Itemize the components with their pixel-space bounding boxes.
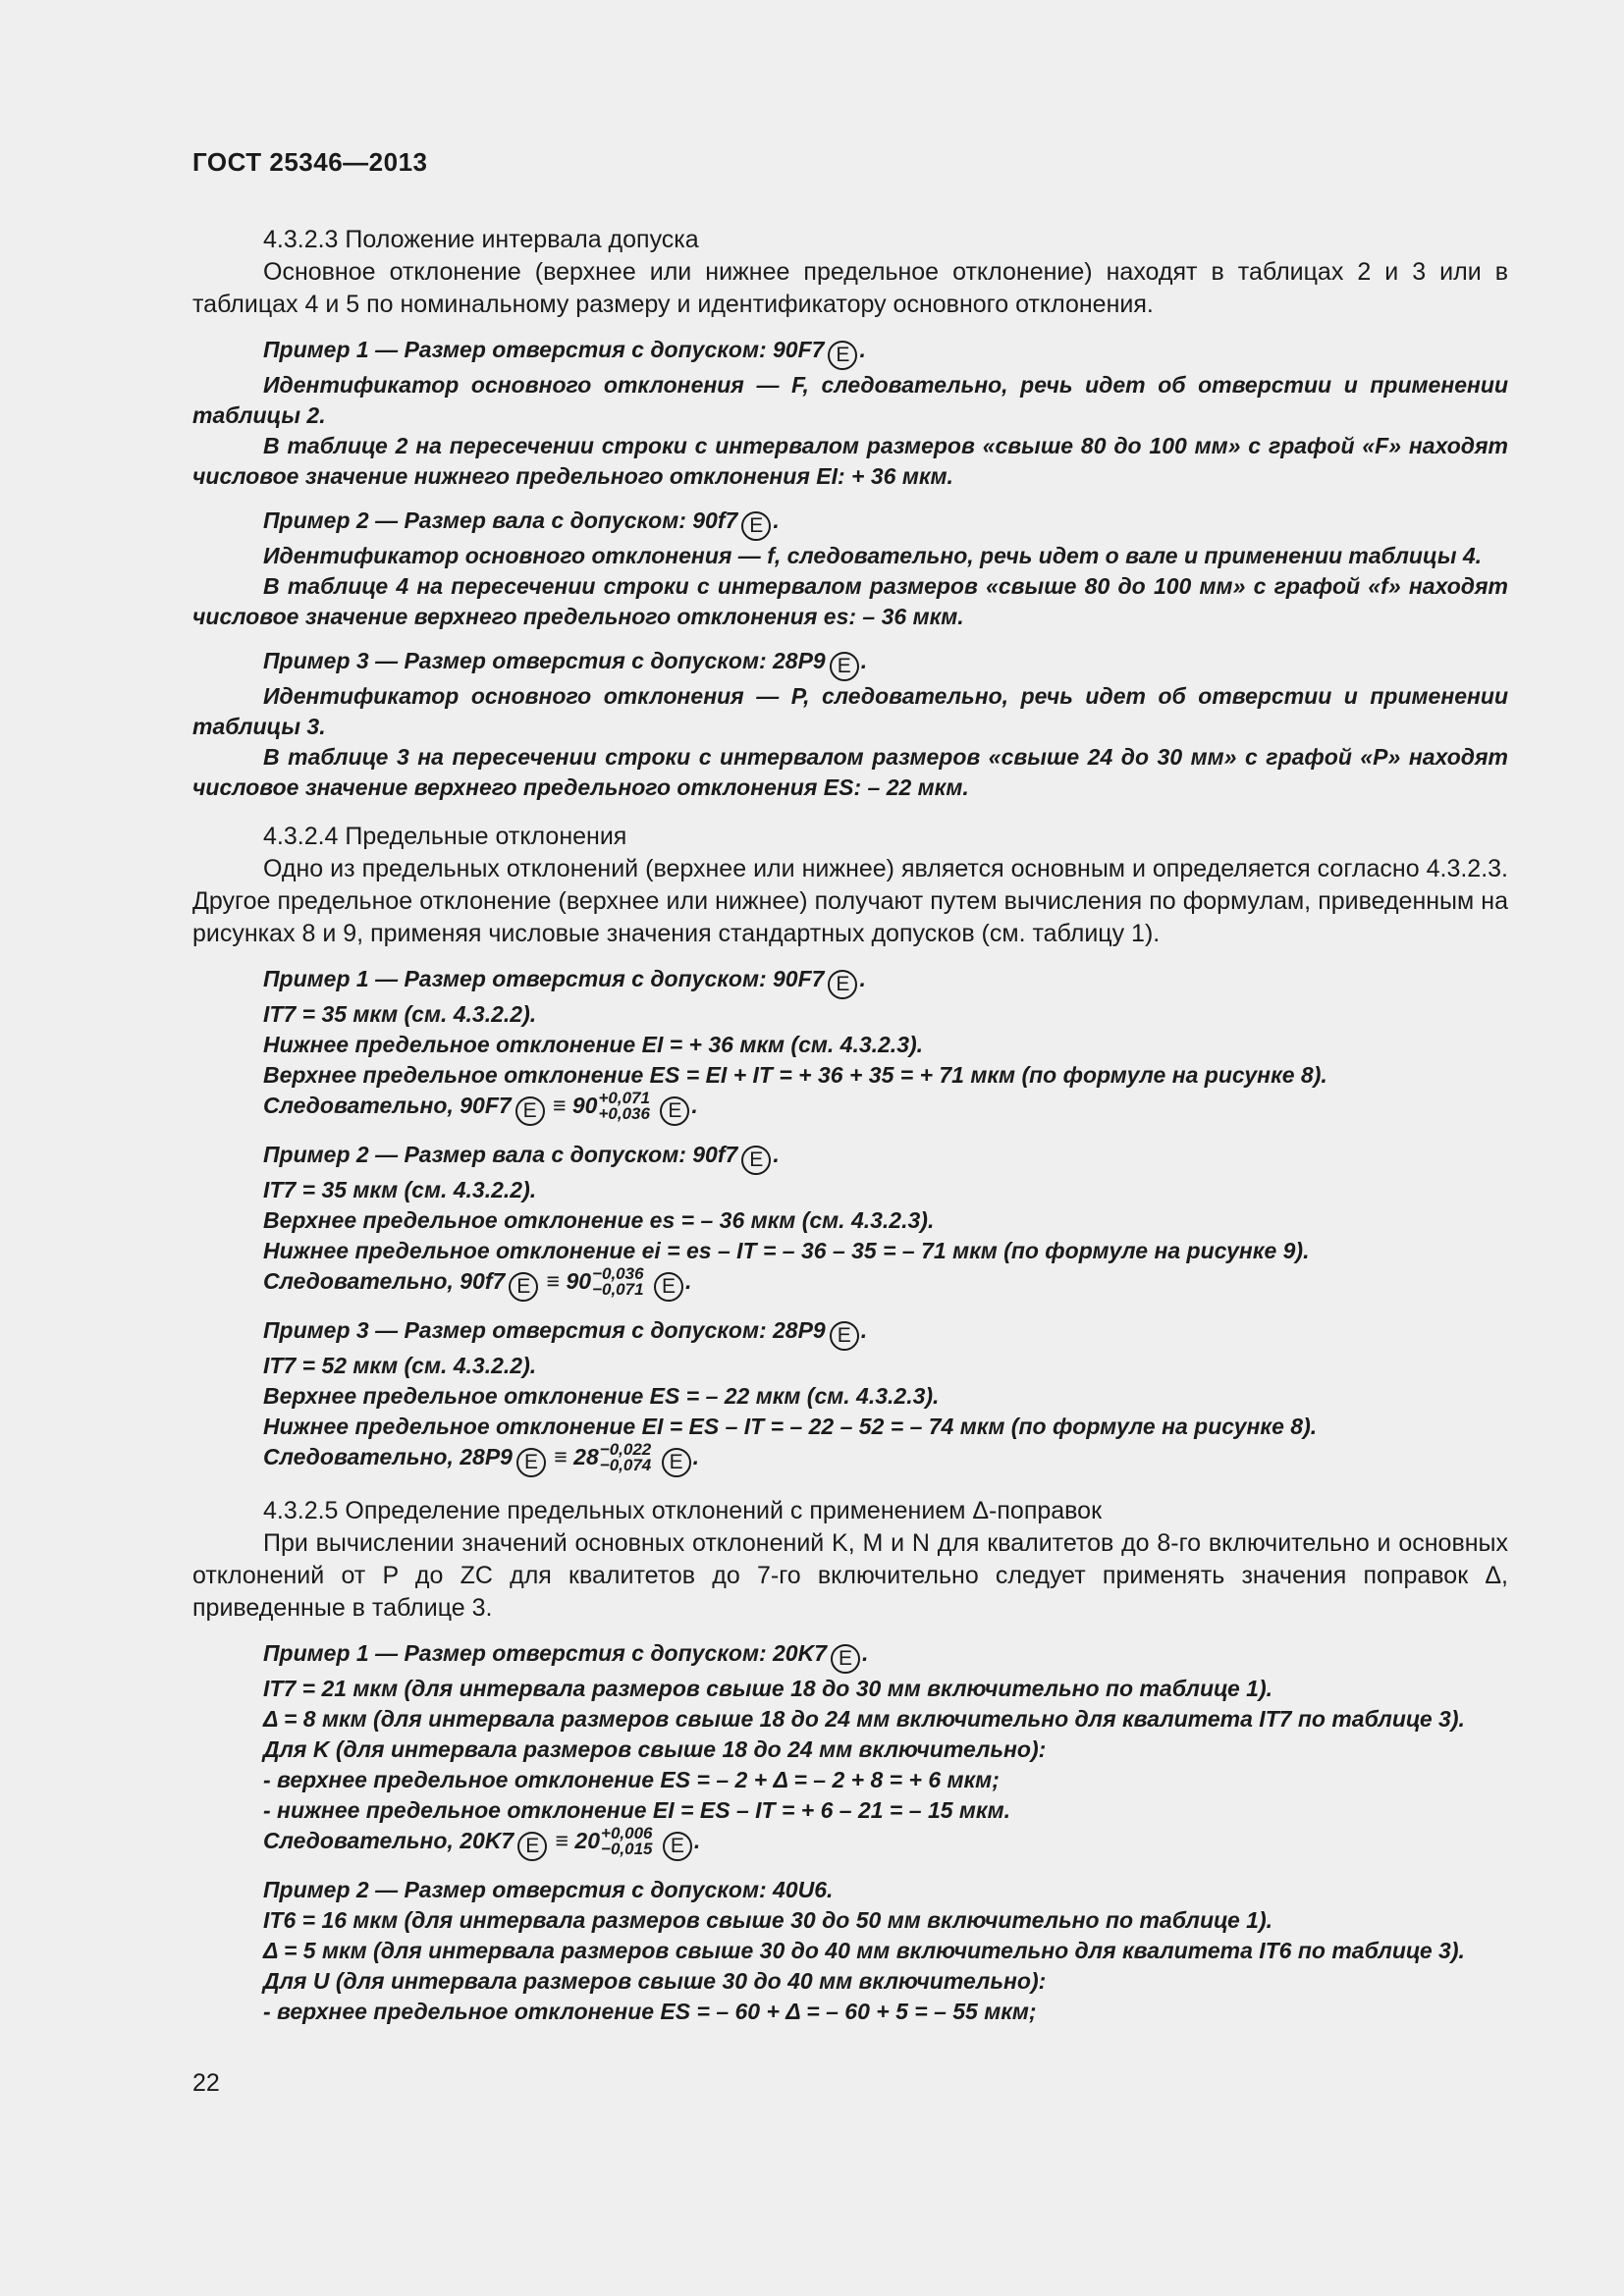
document-header: ГОСТ 25346—2013 [192,147,428,177]
example-block [192,964,1508,1126]
envelope-requirement-icon: E [828,970,857,999]
example-line: Δ = 5 мкм (для интервала размеров свыше 30 до 40 мм включительно для квалитета IT6 по таблице 3). [263,1938,1465,1964]
envelope-requirement-icon: E [509,1272,538,1302]
example-line: В таблице 2 на пересечении строки с интервалом размеров «свыше 80 до 100 мм» с графой «F» находят числовое значение нижнего предельного отклонения EI: + 36 мкм. [192,433,1508,489]
envelope-requirement-icon: E [663,1832,692,1861]
example-block [192,335,1508,492]
example-title: Пример 1 — Размер отверстия с допуском: 90F7 E . [192,964,1508,999]
section-heading-4-3-2-5: 4.3.2.5 Определение предельных отклонений с применением Δ-поправок [263,1497,1103,1525]
example-line: Δ = 8 мкм (для интервала размеров свыше 18 до 24 мм включительно для квалитета IT7 по таблице 3). [263,1706,1465,1733]
example-line: В таблице 4 на пересечении строки с интервалом размеров «свыше 80 до 100 мм» с графой «f» находят числовое значение верхнего предельного отклонения es: – 36 мкм. [192,573,1508,629]
tolerance-deviations: +0,006 −0,015 [601,1824,653,1859]
example-block [192,1638,1508,1861]
example-line: IT7 = 35 мкм (см. 4.3.2.2). [263,1177,537,1203]
example-title: Пример 2 — Размер вала с допуском: 90f7 E . [192,506,1508,541]
example-block [192,1140,1508,1302]
example-title: Пример 3 — Размер отверстия с допуском: 28P9 E . [192,646,1508,681]
tolerance-deviations: +0,071 +0,036 [598,1089,650,1123]
tolerance-deviations: −0,036 −0,071 [592,1264,644,1300]
example-line: Верхнее предельное отклонение ES = EI + IT = + 36 + 35 = + 71 мкм (по формуле на рисунке 8). [263,1062,1327,1088]
example-line: Верхнее предельное отклонение ES = – 22 мкм (см. 4.3.2.3). [263,1383,940,1410]
envelope-requirement-icon: E [741,1146,771,1175]
example-block [192,506,1508,632]
envelope-requirement-icon: E [654,1272,683,1302]
envelope-requirement-icon: E [741,511,771,541]
example-line: Нижнее предельное отклонение EI = + 36 мкм (см. 4.3.2.3). [263,1032,924,1057]
example-line: Идентификатор основного отклонения — P, следовательно, речь идет об отверстии и применении таблицы 3. [192,683,1508,739]
envelope-requirement-icon: E [831,1644,860,1674]
example-block [192,1875,1508,2027]
example-title: Пример 1 — Размер отверстия с допуском: 20K7 E . [192,1638,1508,1674]
example-line: IT7 = 21 мкм (для интервала размеров свыше 18 до 30 мм включительно по таблице 1). [263,1676,1273,1702]
section-paragraph: При вычислении значений основных отклонений K, M и N для квалитетов до 8-го включительно и основных отклонений от P до ZC для квалитетов до 7-го включительно следует применять значения поправок Δ, приведенные в таблице 3. [192,1529,1508,1623]
example-title: Пример 3 — Размер отверстия с допуском: 28P9 E . [192,1315,1508,1351]
example-line: В таблице 3 на пересечении строки с интервалом размеров «свыше 24 до 30 мм» с графой «P» находят числовое значение верхнего предельного отклонения ES: – 22 мкм. [192,744,1508,800]
example-line: Нижнее предельное отклонение EI = ES – IT = – 22 – 52 = – 74 мкм (по формуле на рисунке 8). [263,1414,1318,1440]
page-content [192,224,1508,2027]
example-block [192,1315,1508,1477]
envelope-requirement-icon: E [660,1096,689,1126]
section-paragraph: Основное отклонение (верхнее или нижнее предельное отклонение) находят в таблицах 2 и 3 или в таблицах 4 и 5 по номинальному размеру и идентификатору основного отклонения. [192,258,1508,318]
example-line: IT7 = 52 мкм (см. 4.3.2.2). [263,1353,537,1379]
section-heading-4-3-2-3: 4.3.2.3 Положение интервала допуска [263,226,699,253]
example-line: Для U (для интервала размеров свыше 30 до 40 мм включительно): [263,1968,1047,1995]
envelope-requirement-icon: E [828,341,857,370]
example-line: IT7 = 35 мкм (см. 4.3.2.2). [263,1001,537,1027]
example-line: Идентификатор основного отклонения — F, следовательно, речь идет об отверстии и применении таблицы 2. [192,372,1508,428]
example-result: Следовательно, 90F7 E ≡ 90 +0,071 +0,036 E . [192,1091,1508,1126]
envelope-requirement-icon: E [516,1448,546,1477]
envelope-requirement-icon: E [517,1832,547,1861]
example-line: - верхнее предельное отклонение ES = – 60 + Δ = – 60 + 5 = – 55 мкм; [263,1999,1037,2025]
envelope-requirement-icon: E [830,1321,859,1351]
page-number: 22 [192,2069,220,2097]
example-result: Следовательно, 20K7 E ≡ 20 +0,006 −0,015 E . [192,1826,1508,1861]
envelope-requirement-icon: E [830,652,859,681]
example-result: Следовательно, 90f7 E ≡ 90 −0,036 −0,071 E . [192,1266,1508,1302]
example-title: Пример 2 — Размер вала с допуском: 90f7 E . [192,1140,1508,1175]
example-block [192,646,1508,803]
example-line: - верхнее предельное отклонение ES = – 2 + Δ = – 2 + 8 = + 6 мкм; [263,1767,1000,1793]
envelope-requirement-icon: E [515,1096,545,1126]
example-line: Нижнее предельное отклонение ei = es – IT = – 36 – 35 = – 71 мкм (по формуле на рисунке 9). [263,1238,1310,1264]
example-line: Верхнее предельное отклонение es = – 36 мкм (см. 4.3.2.3). [263,1207,935,1234]
section-paragraph: Одно из предельных отклонений (верхнее или нижнее) является основным и определяется согласно 4.3.2.3. Другое предельное отклонение (верхнее или нижнее) получают путем вычисления по формулам, приведенным на рисунках 8 и 9, применяя числовые значения стандартных допусков (см. таблицу 1). [192,855,1508,947]
tolerance-deviations: −0,022 −0,074 [599,1440,652,1475]
section-heading-4-3-2-4: 4.3.2.4 Предельные отклонения [263,823,627,850]
example-line: Для K (для интервала размеров свыше 18 до 24 мм включительно): [263,1736,1047,1763]
example-line: Идентификатор основного отклонения — f, следовательно, речь идет о вале и применении таблицы 4. [263,543,1483,568]
example-result: Следовательно, 28P9 E ≡ 28 −0,022 −0,074 E . [192,1442,1508,1477]
envelope-requirement-icon: E [662,1448,691,1477]
example-title: Пример 2 — Размер отверстия с допуском: 40U6. [263,1877,834,1903]
example-title: Пример 1 — Размер отверстия с допуском: 90F7 E . [192,335,1508,370]
example-line: - нижнее предельное отклонение EI = ES – IT = + 6 – 21 = – 15 мкм. [263,1797,1010,1824]
example-line: IT6 = 16 мкм (для интервала размеров свыше 30 до 50 мм включительно по таблице 1). [263,1907,1273,1934]
